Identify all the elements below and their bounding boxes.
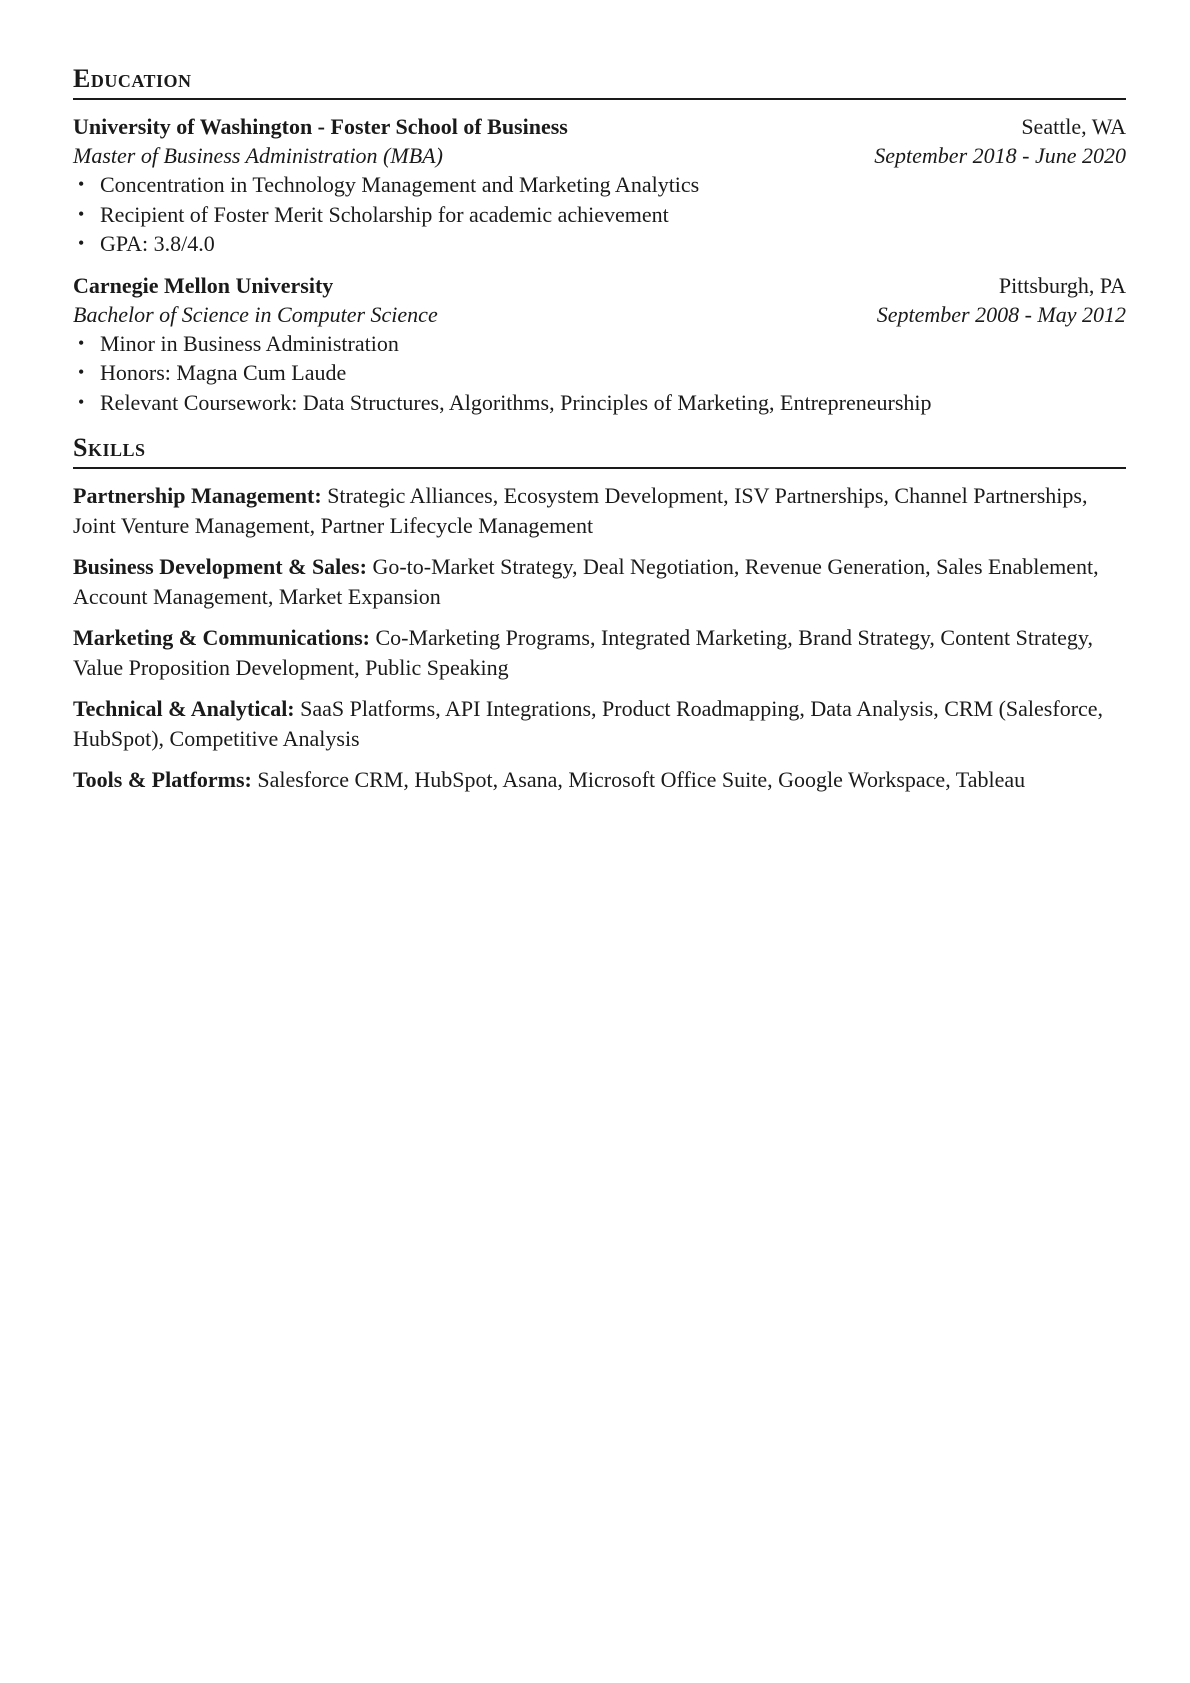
degree-dates: September 2008 - May 2012 xyxy=(876,301,1126,327)
skills-heading: Skills xyxy=(73,431,1126,469)
list-item: • Minor in Business Administration xyxy=(73,329,1126,359)
degree-name: Master of Business Administration (MBA) xyxy=(73,143,443,168)
skill-list: Strategic Alliances, Ecosystem Development, ISV Partnerships, Channel Partnerships, Joint Venture Management, Partner Lifecycle Management xyxy=(73,483,1088,538)
skill-category: Technical & Analytical: xyxy=(73,696,301,721)
school-name: University of Washington - Foster School of Business xyxy=(73,114,568,139)
school-location: Seattle, WA xyxy=(1021,114,1126,139)
skill-list: Salesforce CRM, HubSpot, Asana, Microsoft Office Suite, Google Workspace, Tableau xyxy=(257,767,1026,792)
list-item: • Concentration in Technology Management and Marketing Analytics xyxy=(73,170,1126,200)
degree-name: Bachelor of Science in Computer Science xyxy=(73,301,438,327)
skill-list: Go-to-Market Strategy, Deal Negotiation, Revenue Generation, Sales Enablement, Account Management, Market Expansion xyxy=(73,554,1099,609)
education-heading: Education xyxy=(73,62,1126,100)
list-item: • Recipient of Foster Merit Scholarship for academic achievement xyxy=(73,200,1126,230)
list-item: • Relevant Coursework: Data Structures, Algorithms, Principles of Marketing, Entrepreneurship xyxy=(73,388,1126,418)
education-section xyxy=(73,62,1126,417)
skill-line xyxy=(73,694,1126,753)
list-item: • GPA: 3.8/4.0 xyxy=(73,229,1126,259)
skill-line xyxy=(73,623,1126,682)
skill-line xyxy=(73,481,1126,540)
education-entry xyxy=(73,271,1126,418)
skill-category: Tools & Platforms: xyxy=(73,767,258,792)
skills-section xyxy=(73,431,1126,795)
skill-list: SaaS Platforms, API Integrations, Product Roadmapping, Data Analysis, CRM (Salesforce, HubSpot), Competitive Analysis xyxy=(73,696,1104,751)
education-bullets xyxy=(73,170,1126,259)
skill-line xyxy=(73,765,1126,795)
list-item: • Honors: Magna Cum Laude xyxy=(73,358,1126,388)
degree-dates: September 2018 - June 2020 xyxy=(874,143,1126,168)
education-bullets xyxy=(73,329,1126,418)
skill-list: Co-Marketing Programs, Integrated Marketing, Brand Strategy, Content Strategy, Value Proposition Development, Public Speaking xyxy=(73,625,1093,680)
education-entry xyxy=(73,112,1126,259)
skill-category: Partnership Management: xyxy=(73,483,328,508)
resume-page xyxy=(73,62,1126,795)
skill-category: Marketing & Communications: xyxy=(73,625,376,650)
skill-category: Business Development & Sales: xyxy=(73,554,373,579)
skill-line xyxy=(73,552,1126,611)
school-name: Carnegie Mellon University xyxy=(73,272,334,298)
school-location: Pittsburgh, PA xyxy=(998,272,1126,298)
